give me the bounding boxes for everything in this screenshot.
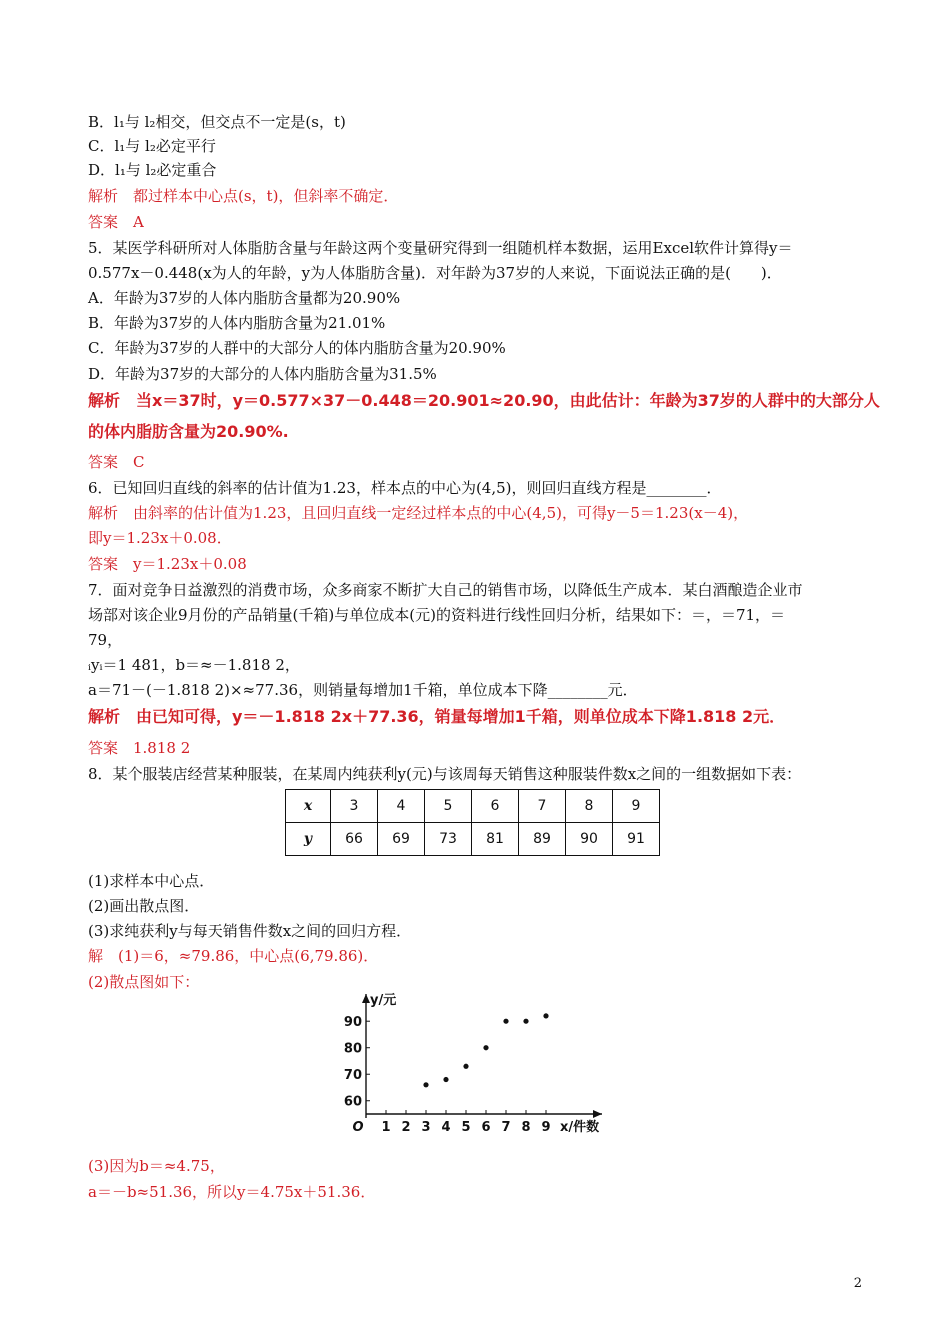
x-axis-label: x/件数 — [560, 1120, 600, 1135]
text-line: (3)因为b＝≈4.75， — [88, 1157, 225, 1175]
y-axis-label: y/元 — [370, 993, 397, 1008]
text-line: ᵢyᵢ＝1 481，b＝≈－1.818 2， — [88, 656, 300, 674]
table-cell: 6 — [472, 790, 519, 823]
x-tick-label: 7 — [501, 1120, 511, 1135]
scatter-point — [503, 1019, 508, 1024]
x-axis-arrow — [593, 1110, 602, 1118]
text-line: 即y＝1.23x＋0.08． — [88, 529, 232, 547]
x-tick-label: 8 — [521, 1120, 531, 1135]
y-axis-arrow — [362, 994, 370, 1003]
x-tick-label: 3 — [421, 1120, 431, 1135]
text-line: 答案 A — [88, 213, 144, 231]
text-line: (2)画出散点图． — [88, 897, 200, 915]
table-row-y — [286, 823, 660, 856]
data-table — [285, 789, 660, 856]
table-cell: 81 — [472, 823, 519, 856]
text-line: a＝71－(－1.818 2)×≈77.36，则销量每增加1千箱，单位成本下降________元． — [88, 681, 638, 699]
text-line: 0.577x－0.448(x为人的年龄，y为人体脂肪含量)．对年龄为37岁的人来说，下面说法正确的是( )． — [88, 264, 782, 282]
text-line: a＝－b≈51.36，所以y＝4.75x＋51.36． — [88, 1183, 376, 1201]
text-line: A．年龄为37岁的人体内脂肪含量都为20.90% — [88, 289, 401, 307]
table-cell: 8 — [566, 790, 613, 823]
scatter-point — [463, 1064, 468, 1069]
text-line: B．l₁与 l₂相交，但交点不一定是(s，t) — [88, 113, 346, 131]
chart-axes — [344, 993, 602, 1135]
text-line: 解析 由已知可得，y＝－1.818 2x＋77.36，销量每增加1千箱，则单位成本下降1.818 2元． — [88, 707, 786, 726]
table-cell: 91 — [613, 823, 660, 856]
x-tick-label: 1 — [381, 1120, 391, 1135]
y-tick-label: 60 — [343, 1094, 362, 1110]
y-tick-label: 70 — [343, 1068, 362, 1084]
text-line: 场部对该企业9月份的产品销量(千箱)与单位成本(元)的资料进行线性回归分析，结果如下：＝，＝71，＝ — [88, 606, 786, 624]
table-cell: 69 — [378, 823, 425, 856]
y-tick-label: 80 — [343, 1041, 362, 1057]
table-header-y: y — [286, 823, 331, 856]
x-tick-label: 9 — [541, 1120, 551, 1135]
scatter-plot — [340, 990, 620, 1150]
text-line: 6．已知回归直线的斜率的估计值为1.23，样本点的中心为(4,5)，则回归直线方程是________． — [88, 479, 722, 497]
table-cell: 7 — [519, 790, 566, 823]
table-header-x: x — [286, 790, 331, 823]
text-line: B．年龄为37岁的人体内脂肪含量为21.01% — [88, 314, 386, 332]
text-line: (1)求样本中心点． — [88, 872, 215, 890]
text-line: 5．某医学科研所对人体脂肪含量与年龄这两个变量研究得到一组随机样本数据，运用Excel软件计算得y＝ — [88, 239, 793, 257]
text-line: 7．面对竞争日益激烈的消费市场，众多商家不断扩大自己的销售市场，以降低生产成本．某白酒酿造企业市 — [88, 581, 803, 599]
text-line: 解析 当x＝37时，y＝0.577×37－0.448＝20.901≈20.90，由此估计：年龄为37岁的人群中的大部分人 — [88, 391, 880, 410]
text-line: 79， — [88, 631, 123, 649]
table-cell: 73 — [425, 823, 472, 856]
text-line: 解 (1)＝6，≈79.86，中心点(6,79.86)． — [88, 947, 379, 965]
text-line: D．年龄为37岁的大部分的人体内脂肪含量为31.5% — [88, 365, 437, 383]
text-line: 解析 都过样本中心点(s，t)，但斜率不确定． — [88, 187, 399, 205]
table-cell: 66 — [331, 823, 378, 856]
x-tick-label: 4 — [441, 1120, 451, 1135]
text-line: C．年龄为37岁的人群中的大部分人的体内脂肪含量为20.90% — [88, 339, 506, 357]
text-line: 8．某个服装店经营某种服装，在某周内纯获利y(元)与该周每天销售这种服装件数x之间的一组数据如下表： — [88, 765, 802, 783]
text-line: C．l₁与 l₂必定平行 — [88, 137, 216, 155]
table-cell: 3 — [331, 790, 378, 823]
text-line: 答案 1.818 2 — [88, 739, 191, 757]
table-cell: 89 — [519, 823, 566, 856]
scatter-point — [423, 1082, 428, 1087]
text-line: D．l₁与 l₂必定重合 — [88, 161, 217, 179]
scatter-point — [483, 1045, 488, 1050]
text-line: 解析 由斜率的估计值为1.23，且回归直线一定经过样本点的中心(4,5)，可得y－5＝1.23(x－4)， — [88, 504, 749, 522]
table-cell: 9 — [613, 790, 660, 823]
page-number: 2 — [853, 1276, 862, 1291]
table-cell: 5 — [425, 790, 472, 823]
chart-marks — [423, 1013, 548, 1087]
x-tick-label: 5 — [461, 1120, 471, 1135]
text-line: 的体内脂肪含量为20.90%. — [88, 422, 289, 441]
scatter-point — [543, 1013, 548, 1018]
scatter-point — [523, 1019, 528, 1024]
text-line: 答案 y＝1.23x＋0.08 — [88, 555, 247, 573]
scatter-point — [443, 1077, 448, 1082]
table-cell: 4 — [378, 790, 425, 823]
x-tick-label: 6 — [481, 1120, 491, 1135]
text-line: (2)散点图如下： — [88, 973, 200, 991]
table-row-x — [286, 790, 660, 823]
text-line: (3)求纯获利y与每天销售件数x之间的回归方程． — [88, 922, 412, 940]
origin-label: O — [352, 1120, 364, 1135]
text-line: 答案 C — [88, 453, 145, 471]
y-tick-label: 90 — [343, 1015, 362, 1031]
table-cell: 90 — [566, 823, 613, 856]
x-tick-label: 2 — [401, 1120, 411, 1135]
